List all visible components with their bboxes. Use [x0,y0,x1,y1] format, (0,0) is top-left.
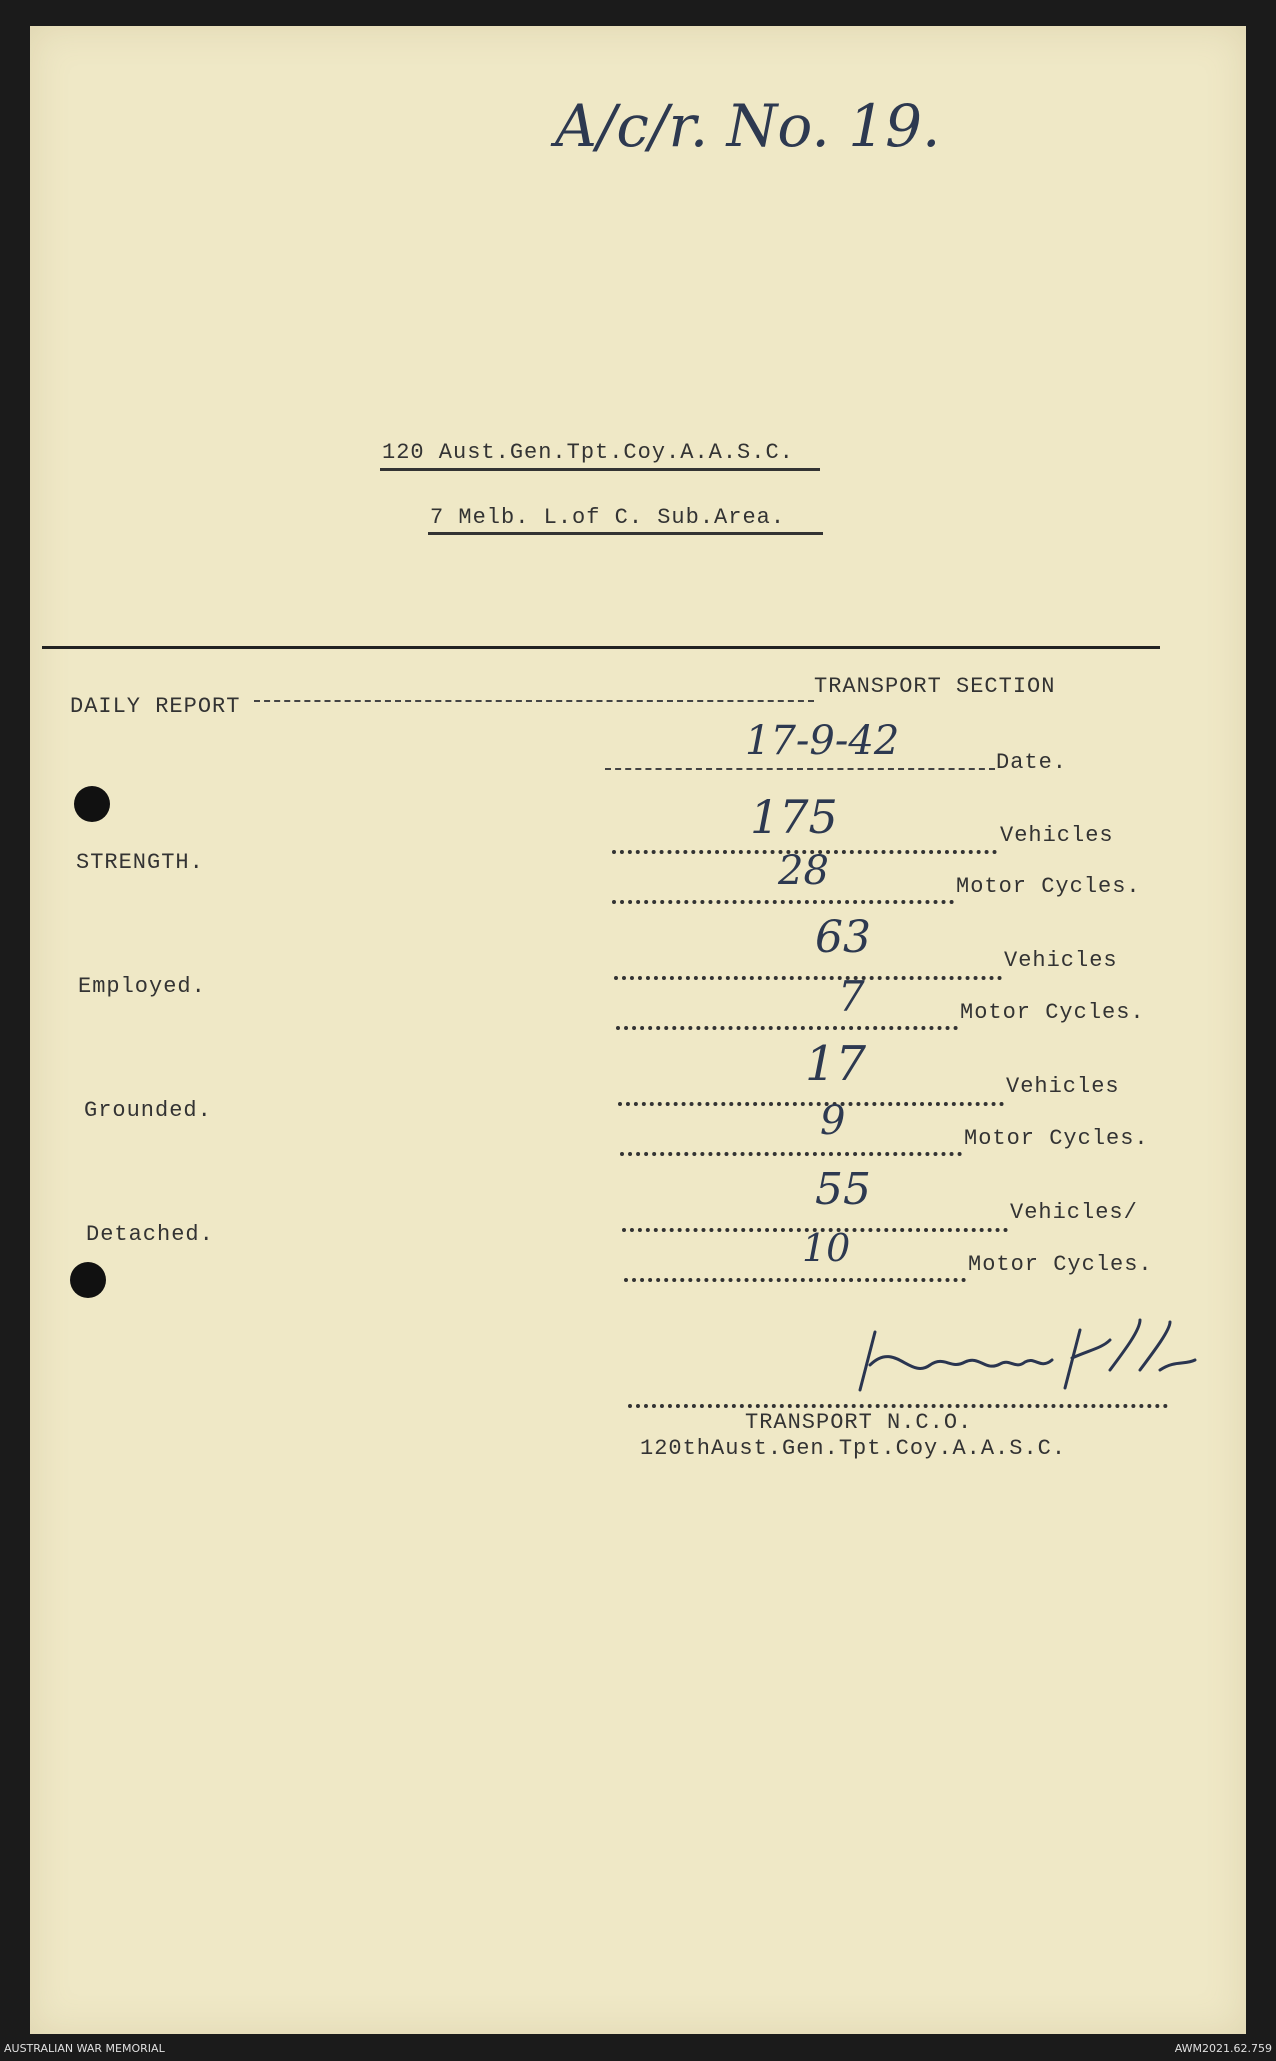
motor-cycles-dot-leader [624,1278,966,1282]
archive-credit: AUSTRALIAN WAR MEMORIAL [4,2042,165,2055]
motor-cycles-label: Motor Cycles. [956,874,1141,899]
punch-hole-bottom [70,1262,106,1298]
date-label: Date. [996,750,1068,775]
motor-cycles-dot-leader [616,1026,958,1030]
area-heading: 7 Melb. L.of C. Sub.Area. [430,505,786,530]
unit-heading-underline [380,468,820,471]
vehicles-value: 63 [815,912,871,963]
signature-dot-leader [628,1404,1168,1408]
category-label: Detached. [86,1222,214,1247]
vehicles-dot-leader [618,1102,1004,1106]
archive-reference: AWM2021.62.759 [1174,2042,1272,2055]
handwritten-signature [840,1310,1200,1400]
motor-cycles-value: 7 [838,972,865,1021]
vehicles-value: 175 [750,790,838,844]
vehicles-dot-leader [614,976,1002,980]
document-page [30,26,1246,2034]
signature-title: TRANSPORT N.C.O. [745,1410,973,1435]
vehicles-value: 55 [815,1164,871,1215]
vehicles-value: 17 [805,1036,867,1092]
handwritten-annotation: A/c/r. No. 19. [555,92,941,160]
vehicles-label: Vehicles/ [1010,1200,1138,1225]
section-rule [42,646,1160,649]
motor-cycles-value: 28 [778,848,829,894]
category-label: STRENGTH. [76,850,204,875]
motor-cycles-value: 9 [820,1098,846,1144]
vehicles-label: Vehicles [1006,1074,1120,1099]
motor-cycles-dot-leader [620,1152,962,1156]
motor-cycles-dot-leader [612,900,954,904]
punch-hole-top [74,786,110,822]
motor-cycles-value: 10 [802,1226,851,1270]
motor-cycles-label: Motor Cycles. [968,1252,1153,1277]
vehicles-label: Vehicles [1000,823,1114,848]
category-label: Grounded. [84,1098,212,1123]
title-dash-leader [254,700,814,702]
transport-section-title: TRANSPORT SECTION [814,674,1056,699]
motor-cycles-label: Motor Cycles. [960,1000,1145,1025]
area-heading-underline [428,532,823,535]
unit-heading: 120 Aust.Gen.Tpt.Coy.A.A.S.C. [382,440,794,465]
vehicles-label: Vehicles [1004,948,1118,973]
signature-unit: 120thAust.Gen.Tpt.Coy.A.A.S.C. [640,1436,1067,1461]
category-label: Employed. [78,974,206,999]
motor-cycles-label: Motor Cycles. [964,1126,1149,1151]
date-dash-leader [605,768,995,770]
daily-report-title: DAILY REPORT [70,694,241,719]
date-value: 17-9-42 [745,718,900,764]
